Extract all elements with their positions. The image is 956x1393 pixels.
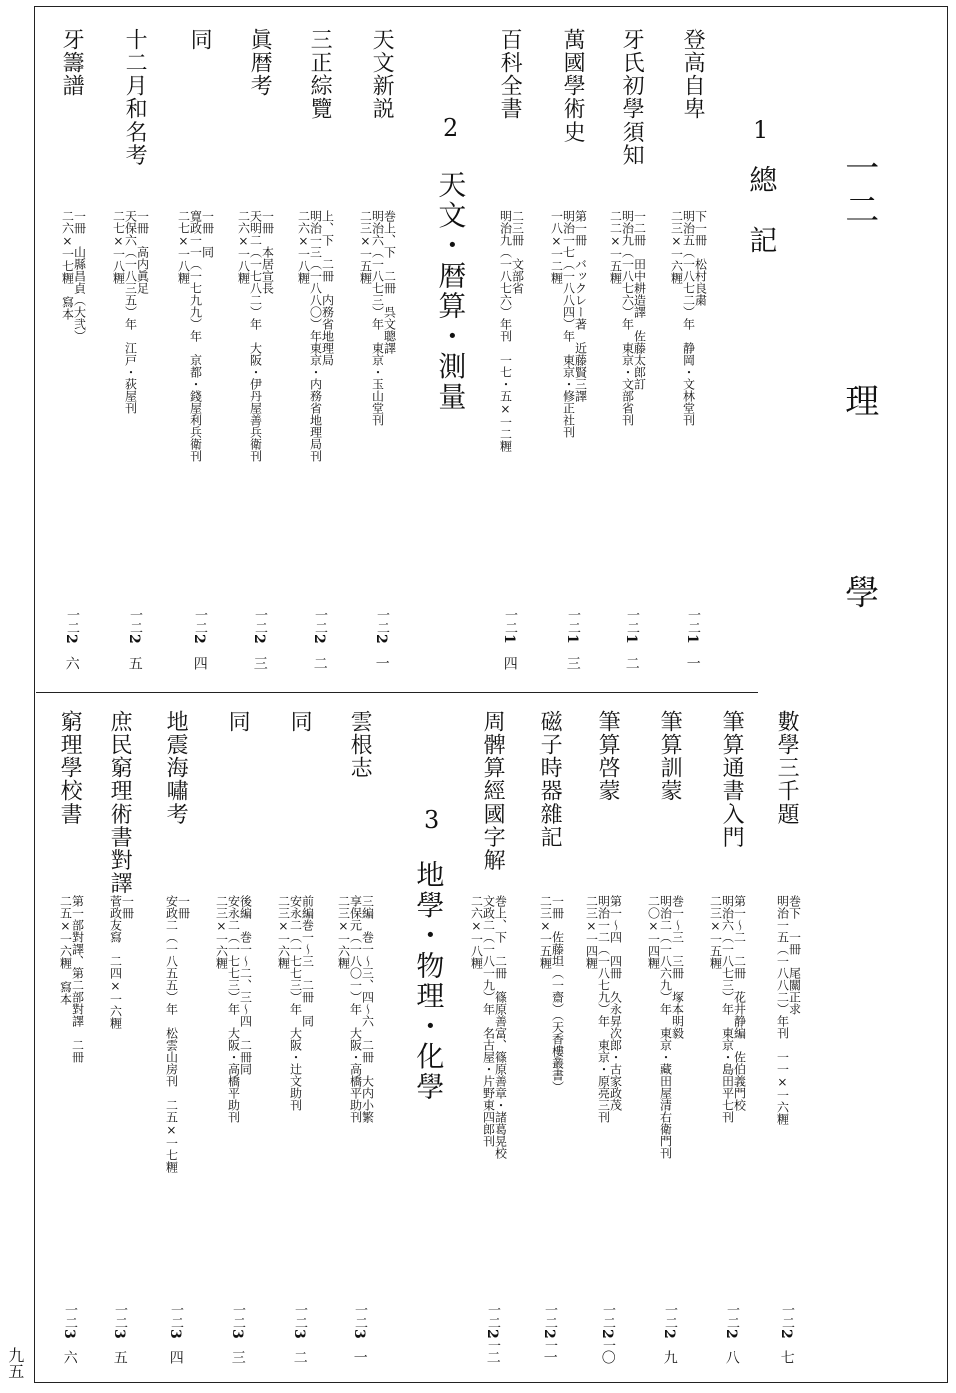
call-number-part — [292, 1329, 307, 1339]
book-detail-line: 二三×一五糎 — [358, 210, 373, 284]
call-number-digit: 2 — [599, 1329, 615, 1339]
entry-ordinal: 九 — [661, 1350, 678, 1364]
book-detail-line: 一冊 山縣昌貞（大弐） — [72, 210, 87, 342]
book-detail-line: 明治一二（一八七九）年 東京・原亮三刊 — [596, 895, 611, 1123]
book-detail-line: 第一～二 二冊 花井静編 佐伯義門校 — [732, 895, 747, 1111]
book-detail-line: 安永二（一七七三）年 大阪・辻文助刊 — [288, 895, 303, 1111]
book-detail-line: 明治九（一八七六）年刊 一七・五×一二糎 — [498, 210, 513, 452]
book-detail-line: 二二×一五糎 — [608, 210, 623, 284]
call-number-part — [662, 1329, 677, 1339]
call-number-part: 一二 — [502, 608, 517, 634]
call-number-part: 一二 — [168, 1303, 183, 1329]
section-heading: 地學・物理・化學 — [412, 860, 446, 1102]
book-detail-line: 寛政一一（一七九九）年 京都・錢屋利兵衛刊 — [188, 210, 203, 462]
section-number: 1 — [753, 116, 769, 144]
call-number-part: 一二 — [600, 1303, 615, 1329]
book-title: 同 — [287, 710, 313, 734]
call-number-part: 一二 — [192, 608, 207, 634]
book-detail-line: 一冊 本居宣長 — [260, 210, 275, 294]
entry-ordinal: 二 — [291, 1350, 308, 1364]
book-detail-line: 第一～四 四冊 久永昇次郎・古家政茂 — [608, 895, 623, 1111]
book-detail-line: 菅政友寫 二四×一六糎 — [108, 895, 123, 1029]
call-number-part: 一 — [542, 1338, 557, 1352]
book-title: 筆算訓蒙 — [657, 710, 683, 803]
page-number: 九五 — [5, 1347, 25, 1379]
call-number-part — [779, 1329, 794, 1339]
call-number-digit: 3 — [111, 1329, 127, 1339]
book-title: 周髀算經國字解 — [480, 710, 506, 872]
call-number-digit: 1 — [564, 634, 580, 644]
book-detail-line: 明治一三（一八八〇）年東京・内務省地理局刊 — [308, 210, 323, 462]
call-number-part: 一二 — [662, 1303, 677, 1329]
call-number-part: 一二 — [724, 1303, 739, 1329]
call-number-part — [374, 634, 389, 644]
book-detail-line: 二〇×一四糎 — [646, 895, 661, 969]
book-title: 萬國學術史 — [560, 28, 586, 144]
book-detail-line: 文政二（一八一九）年 名古屋・片野東四郎刊 — [481, 895, 496, 1147]
book-title: 同 — [225, 710, 251, 734]
call-number — [779, 1303, 793, 1339]
call-number — [600, 1303, 614, 1352]
book-detail-line: 一冊 同 — [200, 210, 215, 258]
call-number-part: 一二 — [779, 1303, 794, 1329]
call-number-part — [192, 634, 207, 644]
book-detail-line: 一二冊 田中耕造譯 佐藤太郎訂 — [632, 210, 647, 390]
book-detail-line: 明治一五（一八八二）年刊 一一×一六糎 — [775, 895, 790, 1125]
book-detail-line: 二三×一五糎 — [708, 895, 723, 969]
book-detail-line: 二三冊 文部省 — [510, 210, 525, 294]
entry-ordinal: 〇 — [599, 1350, 616, 1364]
book-detail-line: 明治九（一八七六）年 東京・文部省刊 — [620, 210, 635, 426]
call-number-part: 一二 — [292, 1303, 307, 1329]
entry-ordinal: 三 — [229, 1350, 246, 1364]
book-detail-line: 一冊 — [176, 895, 191, 919]
call-number-digit: 1 — [623, 634, 639, 644]
call-number — [624, 608, 638, 644]
main-title-part: 學 — [838, 574, 879, 616]
book-detail-line: 明治五（一八七二）年 静岡・文林堂刊 — [681, 210, 696, 426]
entry-ordinal: 三 — [564, 656, 581, 670]
entry-ordinal: 四 — [501, 656, 518, 670]
call-number-part: 一二 — [112, 1303, 127, 1329]
section-number: 3 — [424, 806, 440, 834]
call-number-part — [62, 1329, 77, 1339]
book-detail-line: 天保六（一八三五）年 江戸・荻屋刊 — [123, 210, 138, 414]
call-number-part — [502, 634, 517, 644]
call-number — [112, 1303, 126, 1339]
book-detail-line: 明治六（一八七三）年 東京・玉山堂刊 — [370, 210, 385, 426]
entry-ordinal: 二 — [484, 1350, 501, 1364]
call-number — [192, 608, 206, 644]
book-detail-line: 巻一～三 三冊 塚本明毅 — [670, 895, 685, 1039]
book-title: 筆算啓蒙 — [595, 710, 621, 803]
call-number-part: 一 — [485, 1338, 500, 1352]
entry-ordinal: 五 — [111, 1350, 128, 1364]
call-number-part: 一二 — [565, 608, 580, 634]
book-detail-line: 三編 巻一～三、四～六 二冊 大内小繁 — [360, 895, 375, 1123]
section-divider — [36, 692, 758, 693]
book-detail-line: 明治二（一八六九）年 東京・藏田屋清右衛門刊 — [658, 895, 673, 1159]
main-title-part: 一二 — [838, 150, 879, 233]
book-detail-line: 二三×一五糎 — [538, 895, 553, 969]
entry-ordinal: 二 — [311, 656, 328, 670]
call-number-digit: 2 — [661, 1329, 677, 1339]
book-title: 地震海嘯考 — [163, 710, 189, 826]
book-detail-line: 天明二（一七八二）年 大阪・伊丹屋善兵衛刊 — [248, 210, 263, 462]
call-number-digit: 3 — [61, 1329, 77, 1339]
call-number — [252, 608, 266, 644]
call-number-digit: 2 — [373, 634, 389, 644]
book-detail-line: 二三×一四糎 — [584, 895, 599, 969]
call-number-part — [312, 634, 327, 644]
call-number-part — [112, 1329, 127, 1339]
book-title: 同 — [187, 28, 213, 52]
call-number-part: 一二 — [624, 608, 639, 634]
call-number — [64, 608, 78, 644]
entry-ordinal: 三 — [251, 656, 268, 670]
book-title: 十二月和名考 — [122, 28, 148, 167]
book-detail-line: 上、下 二冊 内務省地理局 — [320, 210, 335, 366]
book-title: 磁子時器雜記 — [537, 710, 563, 849]
section-heading: 總 記 — [745, 165, 779, 256]
call-number — [685, 608, 699, 644]
call-number — [62, 1303, 76, 1339]
call-number-part — [485, 1329, 500, 1339]
book-detail-line: 二五×一六糎 寫本 — [58, 895, 73, 1005]
entry-ordinal: 七 — [778, 1350, 795, 1364]
book-detail-line: 巻上、下 二冊 篠原善富、篠原善章・諸葛晃校 — [493, 895, 508, 1159]
book-detail-line: 二七×一八糎 — [176, 210, 191, 284]
call-number — [127, 608, 141, 644]
call-number — [168, 1303, 182, 1339]
main-title-part: 理 — [838, 382, 879, 425]
book-detail-line: 明治一七（一八八四）年 東京・修正社刊 — [561, 210, 576, 438]
call-number-part: 一二 — [230, 1303, 245, 1329]
book-title: 牙籌譜 — [59, 28, 85, 98]
book-title: 眞暦考 — [247, 28, 273, 98]
call-number — [485, 1303, 499, 1352]
entry-ordinal: 六 — [63, 656, 80, 670]
call-number-part: 一二 — [542, 1303, 557, 1329]
book-detail-line: 一八×一二糎 — [549, 210, 564, 284]
book-title: 百科全書 — [497, 28, 523, 121]
book-title: 三正綜覽 — [307, 28, 333, 121]
book-detail-line: 二六×一八糎 — [236, 210, 251, 284]
call-number-part — [352, 1329, 367, 1339]
book-detail-line: 二六×一八糎 — [296, 210, 311, 284]
call-number-part: 一二 — [62, 1303, 77, 1329]
entry-ordinal: 一 — [684, 656, 701, 670]
section-heading: 天文・暦算・測量 — [434, 170, 468, 412]
book-title: 筆算通書入門 — [719, 710, 745, 849]
page-frame — [34, 6, 948, 1383]
book-title: 牙氏初學須知 — [619, 28, 645, 167]
book-detail-line: 巻下 一冊 尾關正求 — [787, 895, 802, 1015]
call-number-part: 一二 — [485, 1303, 500, 1329]
call-number-part: 一二 — [352, 1303, 367, 1329]
call-number-digit: 3 — [291, 1329, 307, 1339]
book-detail-line: 二三×一六糎 — [214, 895, 229, 969]
book-detail-line: 二三×一六糎 — [276, 895, 291, 969]
entry-ordinal: 四 — [167, 1350, 184, 1364]
call-number-part — [230, 1329, 245, 1339]
call-number-digit: 2 — [63, 634, 79, 644]
book-title: 天文新説 — [369, 28, 395, 121]
entry-ordinal: 二 — [623, 656, 640, 670]
entry-ordinal: 五 — [126, 656, 143, 670]
call-number-digit: 3 — [229, 1329, 245, 1339]
call-number-digit: 1 — [684, 634, 700, 644]
entry-ordinal: 六 — [61, 1350, 78, 1364]
call-number-digit: 2 — [723, 1329, 739, 1339]
book-detail-line: 前編巻一～三 二冊 同 — [300, 895, 315, 1027]
call-number-digit: 2 — [541, 1329, 557, 1339]
book-detail-line: 享保元（一八〇一）年 大阪・高橋平助刊 — [348, 895, 363, 1123]
call-number-part: 一二 — [64, 608, 79, 634]
book-detail-line: 二六×一八糎 — [469, 895, 484, 969]
book-title: 庶民窮理術書對譯 — [107, 710, 133, 895]
call-number-part: 一二 — [685, 608, 700, 634]
book-detail-line: 第一部對譯、第二部對譯 二冊 — [70, 895, 85, 1063]
call-number-part: 一二 — [312, 608, 327, 634]
call-number — [724, 1303, 738, 1339]
call-number-digit: 3 — [167, 1329, 183, 1339]
call-number — [565, 608, 579, 644]
book-detail-line: 二七×一八糎 — [111, 210, 126, 284]
book-detail-line: 一冊 高内眞足 — [135, 210, 150, 294]
book-detail-line: 明治六（一八七三）年 東京・島田平七刊 — [720, 895, 735, 1123]
call-number-digit: 2 — [251, 634, 267, 644]
book-detail-line: 一冊 佐藤坦（一齋）（天香樓叢書） — [550, 895, 565, 1093]
call-number-digit: 2 — [484, 1329, 500, 1339]
call-number-part — [565, 634, 580, 644]
call-number-part — [252, 634, 267, 644]
book-detail-line: 後編 巻一～二、三～四 二冊同 — [238, 895, 253, 1075]
book-detail-line: 一冊 — [120, 895, 135, 919]
call-number-part — [724, 1329, 739, 1339]
call-number-part — [168, 1329, 183, 1339]
call-number-part — [542, 1329, 557, 1339]
section-number: 2 — [443, 114, 459, 142]
call-number — [374, 608, 388, 644]
call-number-part — [624, 634, 639, 644]
main-title — [838, 150, 879, 616]
entry-ordinal: 四 — [191, 656, 208, 670]
call-number-digit: 1 — [501, 634, 517, 644]
book-detail-line: 二三×一六糎 — [669, 210, 684, 284]
book-detail-line: 巻上、下 二冊 呉文聰譯 — [382, 210, 397, 354]
call-number-part — [600, 1329, 615, 1339]
book-detail-line: 第一冊 バックレー著 近藤賢三譯 — [573, 210, 588, 402]
call-number-part: 一二 — [252, 608, 267, 634]
book-detail-line: 安永二（一七七三）年 大阪・高橋平助刊 — [226, 895, 241, 1123]
call-number-part — [64, 634, 79, 644]
book-title: 窮理學校書 — [57, 710, 83, 826]
call-number-digit: 2 — [126, 634, 142, 644]
call-number — [352, 1303, 366, 1339]
call-number-part — [127, 634, 142, 644]
call-number-part — [685, 634, 700, 644]
book-detail-line: 二六×一七糎 寫本 — [60, 210, 75, 320]
call-number-digit: 2 — [191, 634, 207, 644]
call-number — [662, 1303, 676, 1339]
call-number-digit: 2 — [311, 634, 327, 644]
call-number-part: 一二 — [127, 608, 142, 634]
book-detail-line: 下一冊 松村良粛 — [693, 210, 708, 306]
call-number — [292, 1303, 306, 1339]
entry-ordinal: 一 — [351, 1350, 368, 1364]
call-number-part: 一二 — [374, 608, 389, 634]
book-title: 數學三千題 — [774, 710, 800, 826]
entry-ordinal: 八 — [723, 1350, 740, 1364]
book-detail-line: 安政二（一八五五）年 松雲山房刊 二五×一七糎 — [164, 895, 179, 1173]
call-number — [312, 608, 326, 644]
call-number — [502, 608, 516, 644]
call-number-digit: 2 — [778, 1329, 794, 1339]
call-number-digit: 3 — [351, 1329, 367, 1339]
entry-ordinal: 一 — [373, 656, 390, 670]
call-number-part: 一 — [600, 1338, 615, 1352]
book-title: 登高自卑 — [680, 28, 706, 121]
book-title: 雲根志 — [347, 710, 373, 780]
entry-ordinal: 一 — [541, 1350, 558, 1364]
call-number — [542, 1303, 556, 1352]
call-number — [230, 1303, 244, 1339]
book-detail-line: 二三×一六糎 — [336, 895, 351, 969]
